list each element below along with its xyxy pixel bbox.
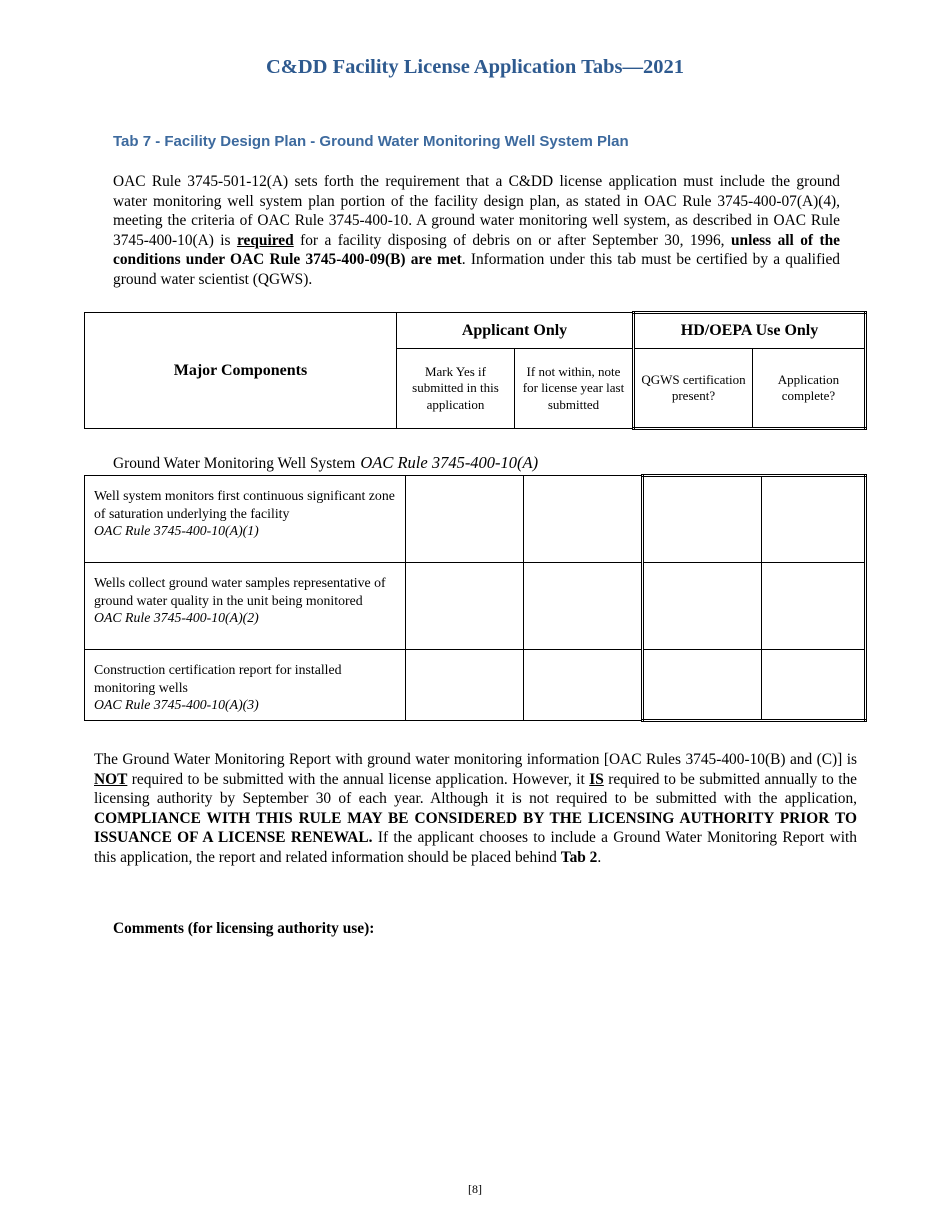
table-row: [85, 563, 866, 650]
row-rule: OAC Rule 3745-400-10(A)(2): [94, 610, 259, 625]
table-row: [85, 476, 866, 563]
row-text: Wells collect ground water samples representative of ground water quality in the unit being monitored: [94, 575, 386, 608]
complete-cell[interactable]: [762, 476, 866, 563]
hdoepa-use-only-header: HD/OEPA Use Only: [634, 313, 866, 349]
components-rows-table: [84, 474, 867, 722]
not-within-cell[interactable]: [524, 650, 643, 721]
col-complete-header: Application complete?: [753, 349, 866, 429]
col-mark-yes-header: Mark Yes if submitted in this application: [397, 349, 515, 429]
report-not: NOT: [94, 770, 128, 788]
intro-text-3: . Information under this tab must be certified by a qualified ground water scientist (QGWS).: [113, 251, 840, 288]
page-number: [8]: [468, 1182, 482, 1196]
section-label: [113, 453, 538, 473]
intro-required: required: [236, 231, 294, 249]
mark-yes-cell[interactable]: [406, 476, 524, 563]
row-text: Well system monitors first continuous significant zone of saturation underlying the facility: [94, 488, 395, 521]
mark-yes-cell[interactable]: [406, 563, 524, 650]
report-is: IS: [589, 770, 604, 788]
mark-yes-cell[interactable]: [406, 650, 524, 721]
report-tab2: Tab 2: [560, 848, 598, 866]
complete-cell[interactable]: [762, 650, 866, 721]
report-text-4: If the applicant chooses to include a Ground Water Monitoring Report with this application, the report and related information should be placed behind: [94, 829, 857, 866]
row-rule: OAC Rule 3745-400-10(A)(3): [94, 697, 259, 712]
intro-text-1: OAC Rule 3745-501-12(A) sets forth the requirement that a C&DD license application must include the ground water monitoring well system plan portion of the facility design plan, as stated in OAC Rule 3745-400-07(A)(4), meeting the criteria of OAC Rule 3745-400-10. A ground water monitoring well system, as described in OAC Rule 3745-400-10(A) is: [113, 173, 840, 249]
not-within-cell[interactable]: [524, 563, 643, 650]
row-text: Construction certification report for installed monitoring wells: [94, 662, 342, 695]
section-rule: OAC Rule 3745-400-10(A): [360, 453, 539, 472]
report-text-1: The Ground Water Monitoring Report with ground water monitoring information [OAC Rules 3745-400-10(B) and (C)] is: [94, 751, 857, 768]
report-compliance: COMPLIANCE WITH THIS RULE MAY BE CONSIDERED BY THE LICENSING AUTHORITY PRIOR TO ISSUANCE OF A LICENSE RENEWAL.: [94, 809, 857, 847]
col-not-within-header: If not within, note for license year last submitted: [515, 349, 634, 429]
intro-text-2: for a facility disposing of debris on or after September 30, 1996,: [293, 231, 731, 249]
tab-heading: Tab 7 - Facility Design Plan - Ground Water Monitoring Well System Plan: [113, 133, 629, 150]
qgws-cell[interactable]: [643, 476, 762, 563]
intro-conditions: unless all of the conditions under OAC Rule 3745-400-09(B) are met: [113, 231, 840, 269]
comments-label: Comments (for licensing authority use):: [113, 920, 375, 937]
row-rule: OAC Rule 3745-400-10(A)(1): [94, 523, 259, 538]
row-description: [85, 476, 406, 563]
report-paragraph: [94, 750, 857, 868]
report-text-5: .: [597, 848, 602, 866]
report-text-3: required to be submitted annually to the licensing authority by September 30 of each year. Although it is not required to be submitted with the application,: [94, 770, 857, 808]
applicant-only-header: Applicant Only: [397, 313, 634, 349]
intro-paragraph: [113, 172, 840, 290]
page-title: C&DD Facility License Application Tabs—2021: [265, 56, 684, 78]
col-qgws-header: QGWS certification present?: [634, 349, 753, 429]
row-description: [85, 650, 406, 721]
complete-cell[interactable]: [762, 563, 866, 650]
section-label-text: Ground Water Monitoring Well System: [113, 455, 356, 472]
report-text-2: required to be submitted with the annual license application. However, it: [127, 770, 590, 788]
components-header-table: [84, 311, 867, 430]
not-within-cell[interactable]: [524, 476, 643, 563]
table-row: [85, 650, 866, 721]
qgws-cell[interactable]: [643, 563, 762, 650]
row-description: [85, 563, 406, 650]
qgws-cell[interactable]: [643, 650, 762, 721]
major-components-header: Major Components: [85, 313, 397, 429]
